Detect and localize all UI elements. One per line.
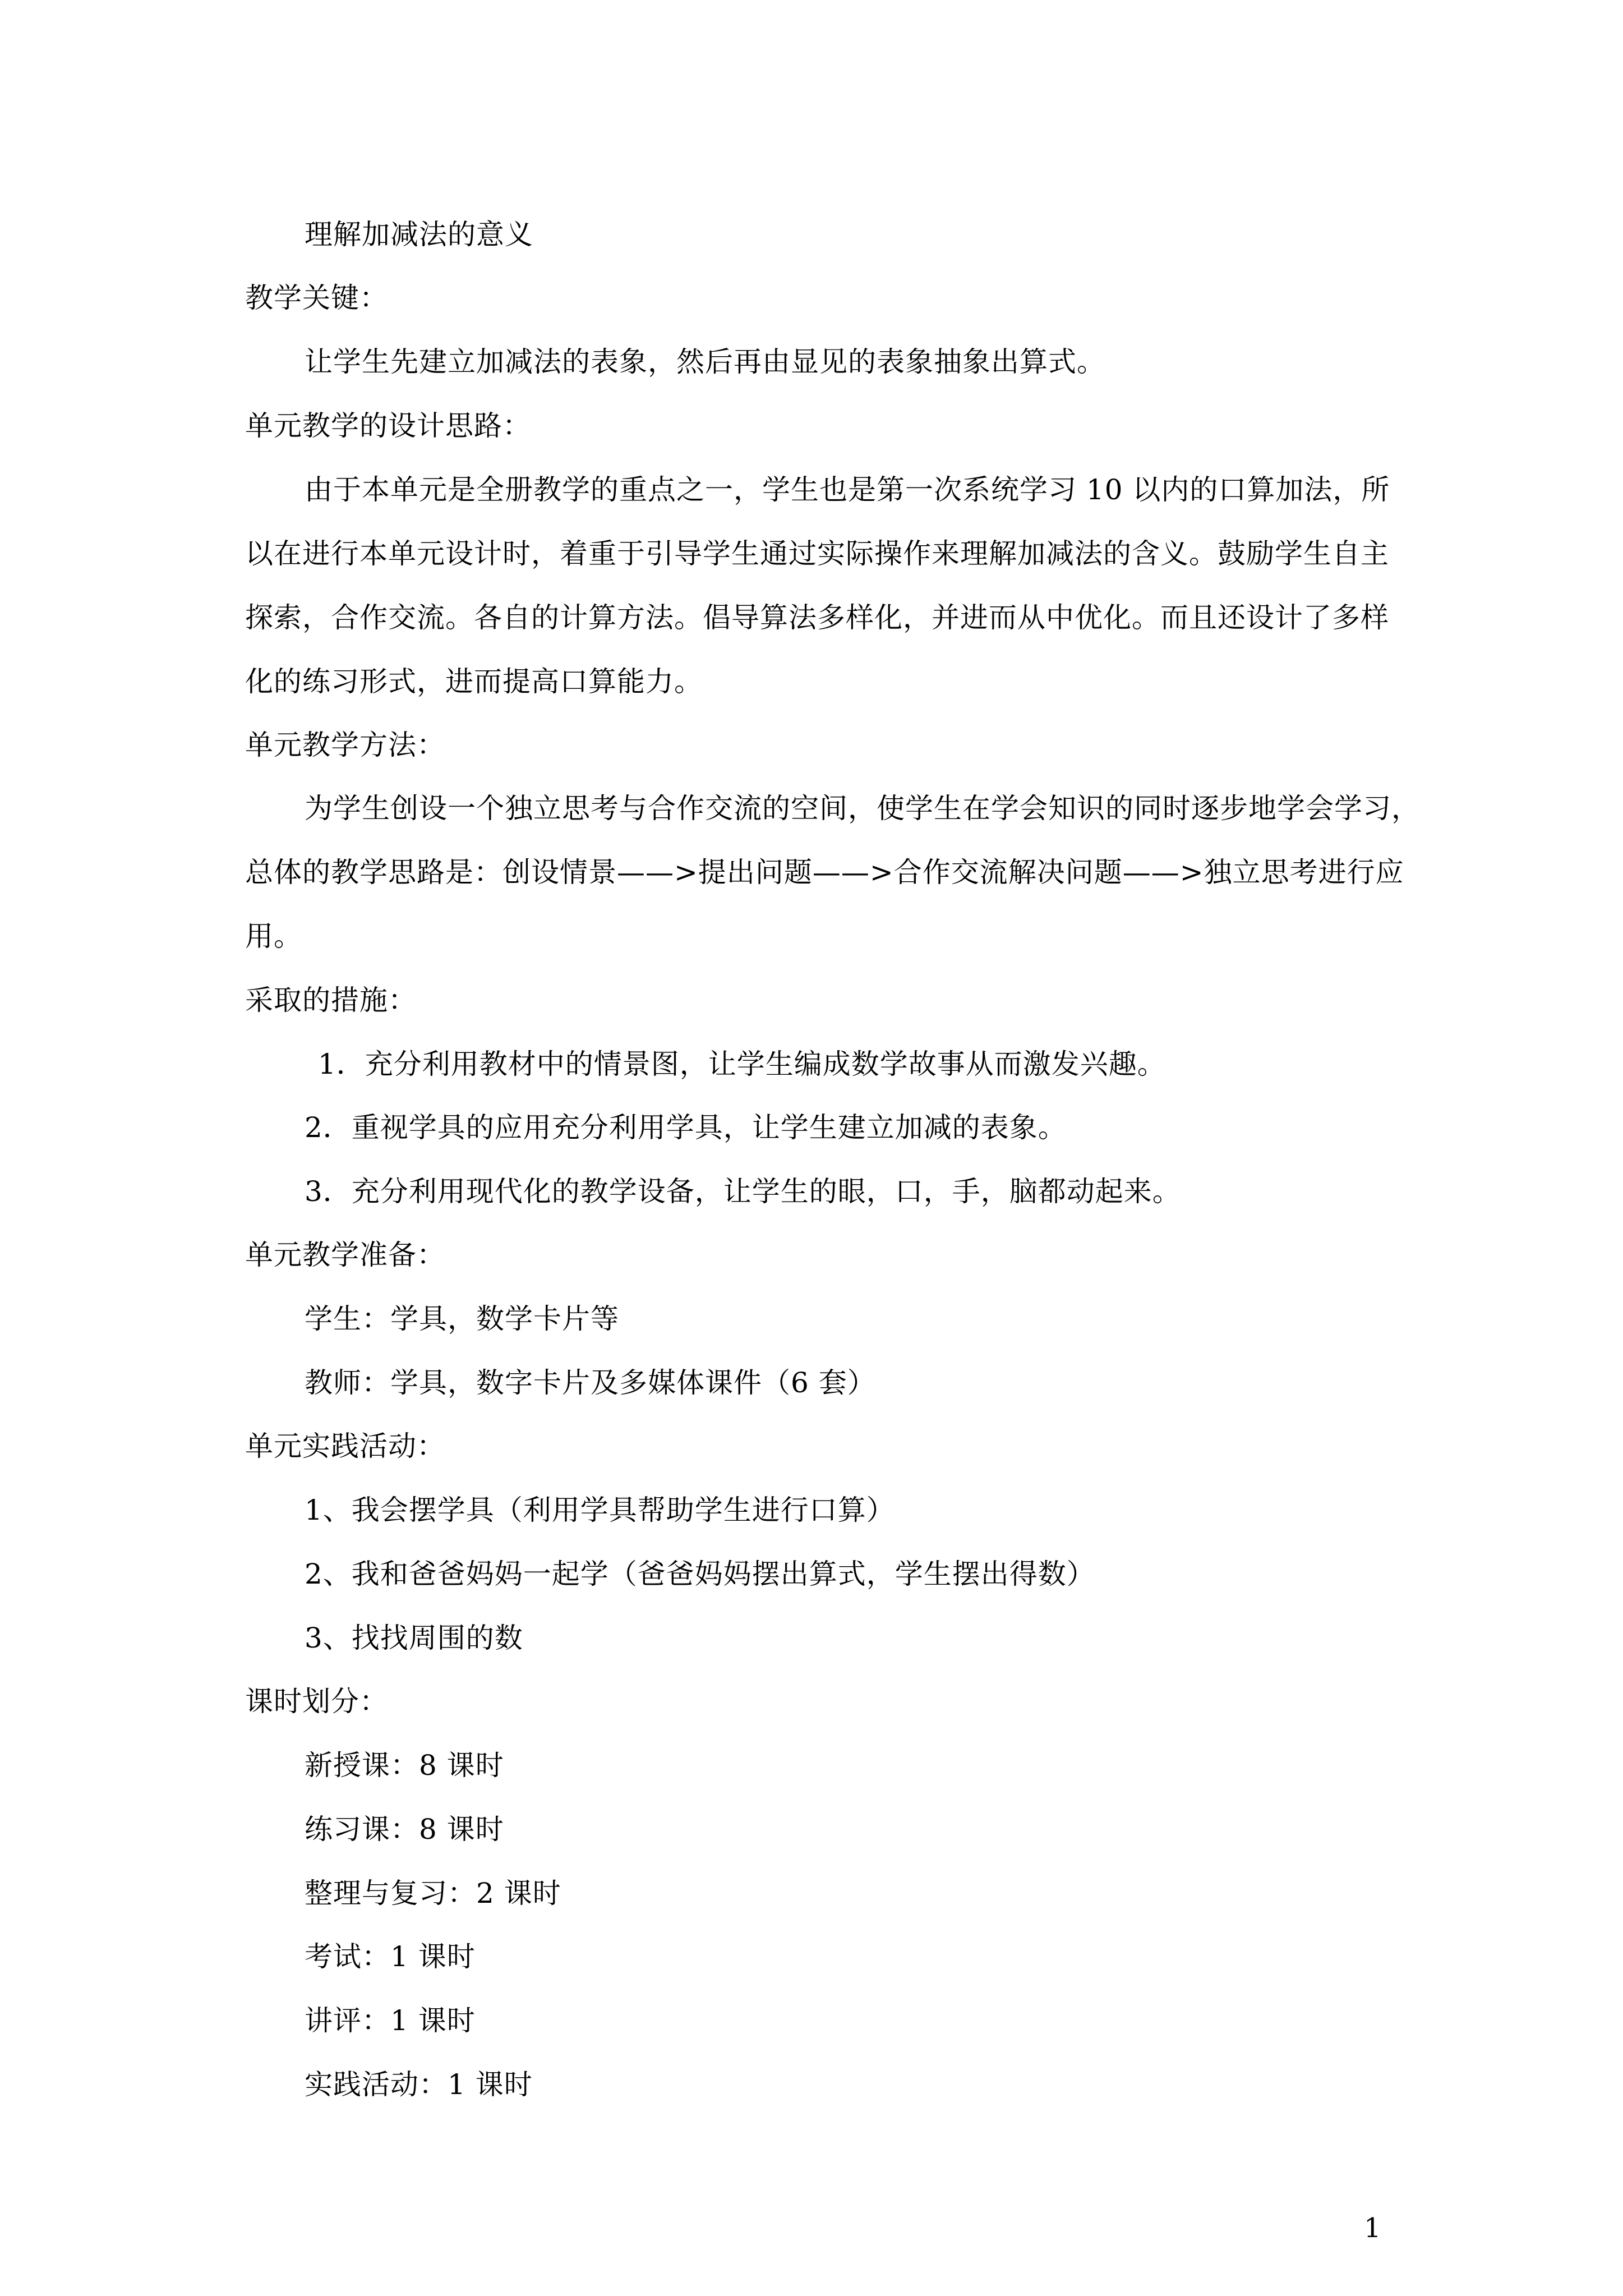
paragraph-text: 用。 — [245, 920, 302, 953]
section-heading-practice: 单元实践活动： — [245, 1430, 445, 1462]
paragraph-text: 以在进行本单元设计时，着重于引导学生通过实际操作来理解加减法的含义。鼓励学生自主 — [245, 537, 1389, 570]
section-heading-teaching-key: 教学关键： — [245, 282, 388, 314]
list-item: 练习课：8 课时 — [305, 1813, 504, 1846]
list-item: 整理与复习：2 课时 — [305, 1877, 561, 1910]
paragraph-text: 教师：学具，数字卡片及多媒体课件（6 套） — [305, 1366, 876, 1399]
section-heading-teaching-method: 单元教学方法： — [245, 729, 445, 761]
paragraph-text: 学生：学具，数学卡片等 — [305, 1303, 619, 1335]
section-heading-design-idea: 单元教学的设计思路： — [245, 409, 531, 442]
section-heading-lesson-allocation: 课时划分： — [245, 1685, 388, 1718]
paragraph-text: 总体的教学思路是：创设情景——>提出问题——>合作交流解决问题——>独立思考进行应 — [245, 856, 1404, 889]
paragraph-text: 化的练习形式，进而提高口算能力。 — [245, 665, 703, 698]
list-item: 2．重视学具的应用充分利用学具，让学生建立加减的表象。 — [305, 1111, 1067, 1144]
paragraph-text: 理解加减法的意义 — [305, 218, 533, 251]
list-item: 实践活动：1 课时 — [305, 2068, 533, 2101]
section-heading-measures: 采取的措施： — [245, 984, 417, 1016]
list-item: 新授课：8 课时 — [305, 1749, 504, 1782]
section-heading-preparation: 单元教学准备： — [245, 1239, 445, 1271]
list-item: 1、我会摆学具（利用学具帮助学生进行口算） — [305, 1494, 895, 1526]
list-item: 3、找找周围的数 — [305, 1622, 523, 1654]
list-item: 1．充分利用教材中的情景图，让学生编成数学故事从而激发兴趣。 — [318, 1048, 1166, 1080]
list-item: 3．充分利用现代化的教学设备，让学生的眼，口，手，脑都动起来。 — [305, 1175, 1181, 1208]
paragraph-text: 探索，合作交流。各自的计算方法。倡导算法多样化，并进而从中优化。而且还设计了多样 — [245, 601, 1389, 634]
paragraph-text: 让学生先建立加减法的表象，然后再由显见的表象抽象出算式。 — [305, 346, 1105, 378]
list-item: 考试：1 课时 — [305, 1940, 476, 1973]
list-item: 2、我和爸爸妈妈一起学（爸爸妈妈摆出算式，学生摆出得数） — [305, 1558, 1095, 1590]
paragraph-text: 为学生创设一个独立思考与合作交流的空间，使学生在学会知识的同时逐步地学会学习， — [305, 792, 1420, 825]
page-number: 1 — [1364, 2212, 1381, 2244]
paragraph-text: 由于本单元是全册教学的重点之一，学生也是第一次系统学习 10 以内的口算加法，所 — [305, 473, 1390, 506]
list-item: 讲评：1 课时 — [305, 2004, 476, 2037]
